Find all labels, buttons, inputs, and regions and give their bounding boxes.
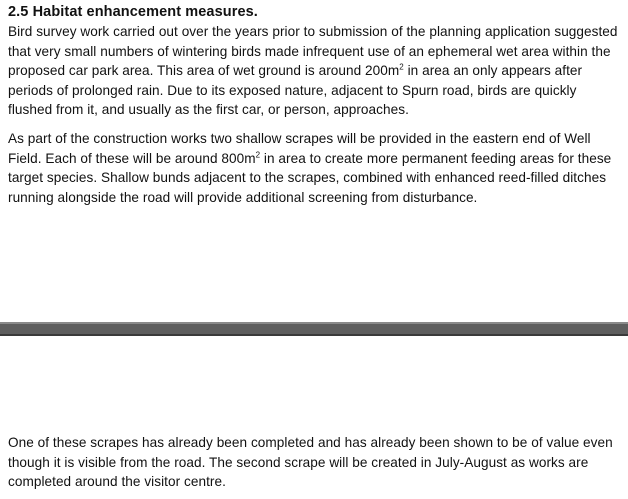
superscript-squared: 2 [399,62,404,72]
page-break-edge-top [0,322,628,324]
paragraph-text: in area to create more permanent feeding areas for these target species. Shallow bunds adjacent to the scrapes, combined with enhanced reed-filled ditches running alongside the road will provide additional screening from disturbance. [8,150,612,205]
paragraph-text: As part of the construction works two shallow scrapes will be provided in the eastern end of Well Field. Each of these will be around 800m [8,130,591,166]
superscript-squared: 2 [255,150,261,160]
paragraph-bird-survey [8,22,620,120]
next-page-content [8,433,620,492]
page-break-edge-bottom [0,334,628,336]
paragraph-text: Bird survey work carried out over the years prior to submission of the planning application suggested that very small numbers of wintering birds made infrequent use of an ephemeral wet area within the proposed car park area. This area of wet ground is around 200m [8,24,618,79]
section-heading: 2.5 Habitat enhancement measures. [8,4,258,20]
paragraph-scrape-status: One of these scrapes has already been completed and has already been shown to be of value even though it is visible from the road. The second scrape will be created in July-August as works are completed around the visitor centre. [8,435,613,490]
section-habitat-enhancement [8,2,620,207]
paragraph-text: in area an only appears after periods of prolonged rain. Due to its exposed nature, adjacent to Spurn road, birds are quickly flushed from it, and usually as the first car, or person, approaches. [8,63,583,118]
paragraph-construction-scrapes [8,129,620,207]
page-break-divider [0,322,628,336]
